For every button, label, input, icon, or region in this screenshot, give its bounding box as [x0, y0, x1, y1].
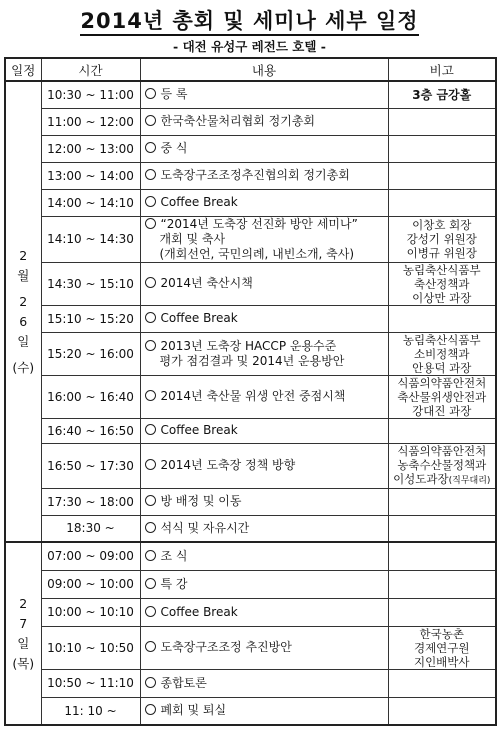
note-line: 농축수산물정책과	[397, 457, 487, 472]
note-cell	[388, 135, 496, 162]
day-char: 월	[17, 267, 30, 283]
content-cell	[140, 418, 388, 443]
circle-bullet-icon	[145, 312, 156, 323]
table-row	[5, 598, 496, 626]
content-text: 방 배정 및 이동	[160, 494, 242, 508]
content-cell	[140, 375, 388, 418]
note-cell	[388, 375, 496, 418]
time-cell: 15:20 ~ 16:00	[41, 332, 140, 375]
time-cell: 11:00 ~ 12:00	[41, 108, 140, 135]
content-line	[145, 195, 388, 210]
content-text: Coffee Break	[160, 604, 238, 619]
table-row	[5, 216, 496, 262]
content-cell	[140, 189, 388, 216]
content-line	[145, 521, 388, 536]
note-line: 한국농촌	[419, 626, 464, 641]
time-cell: 15:10 ~ 15:20	[41, 305, 140, 332]
content-text: Coffee Break	[160, 311, 238, 325]
note-line: 이병규 위원장	[406, 246, 477, 260]
content-text: 석식 및 자유시간	[160, 520, 250, 535]
note-line: 농림축산식품부	[402, 262, 481, 277]
circle-bullet-icon	[145, 142, 156, 153]
note-small-text: (직무대리)	[448, 475, 491, 486]
day-char: 2	[19, 595, 28, 611]
note-line: 지인배박사	[413, 654, 470, 669]
content-line: 개회 및 축사	[159, 231, 226, 246]
time-cell: 12:00 ~ 13:00	[41, 135, 140, 162]
table-row	[5, 570, 496, 598]
table-row	[5, 262, 496, 305]
time-cell: 14:00 ~ 14:10	[41, 189, 140, 216]
note-cell	[388, 570, 496, 598]
table-row	[5, 332, 496, 375]
note-line: 경제연구원	[413, 640, 470, 655]
note-cell	[388, 332, 496, 375]
content-text: 폐회 및 퇴실	[160, 703, 227, 718]
note-cell	[388, 697, 496, 725]
circle-bullet-icon	[145, 522, 156, 533]
content-text: 종합토론	[160, 675, 207, 690]
content-line	[145, 458, 388, 473]
note-cell	[388, 626, 496, 669]
content-cell	[140, 305, 388, 332]
note-cell	[388, 189, 496, 216]
content-line	[145, 141, 388, 156]
day-char: (목)	[12, 655, 35, 671]
time-cell: 11: 10 ~	[41, 697, 140, 725]
circle-bullet-icon	[145, 550, 156, 561]
note-line: 식품의약품안전처	[397, 375, 487, 390]
content-cell	[140, 262, 388, 305]
note-line: 강성기 위원장	[406, 232, 477, 246]
table-row	[5, 697, 496, 725]
day-cell	[5, 542, 41, 725]
time-cell: 10:00 ~ 10:10	[41, 598, 140, 626]
circle-bullet-icon	[145, 606, 156, 617]
content-cell	[140, 626, 388, 669]
circle-bullet-icon	[145, 196, 156, 207]
circle-bullet-icon	[145, 704, 156, 715]
content-line: (개회선언, 국민의례, 내빈소개, 축사)	[159, 246, 355, 261]
note-cell	[388, 305, 496, 332]
note-cell	[388, 262, 496, 305]
time-cell: 14:30 ~ 15:10	[41, 262, 140, 305]
day-char: 7	[19, 615, 28, 631]
content-text: 조 식	[160, 548, 188, 563]
table-row	[5, 418, 496, 443]
content-cell	[140, 598, 388, 626]
content-text: Coffee Break	[160, 423, 238, 437]
circle-bullet-icon	[145, 340, 156, 351]
table-row	[5, 515, 496, 542]
content-text: “2014년 도축장 선진화 방안 세미나”	[160, 216, 358, 231]
time-cell: 14:10 ~ 14:30	[41, 216, 140, 262]
content-line	[145, 114, 388, 129]
table-row	[5, 162, 496, 189]
content-line	[145, 168, 388, 183]
content-text: 2014년 축산물 위생 안전 중점시책	[160, 389, 346, 403]
content-cell	[140, 669, 388, 697]
note-line: 이상만 과장	[412, 290, 472, 305]
table-header-row	[5, 58, 496, 81]
note-line	[389, 472, 496, 488]
time-cell: 13:00 ~ 14:00	[41, 162, 140, 189]
content-line	[145, 494, 388, 509]
content-cell	[140, 108, 388, 135]
content-cell	[140, 81, 388, 108]
content-cell	[140, 332, 388, 375]
note-cell	[388, 162, 496, 189]
table-row	[5, 669, 496, 697]
content-text: 등 록	[160, 87, 188, 102]
table-row	[5, 626, 496, 669]
time-cell: 09:00 ~ 10:00	[41, 570, 140, 598]
time-cell: 16:40 ~ 16:50	[41, 418, 140, 443]
header-note: 비고	[388, 58, 496, 81]
note-line: 농림축산식품부	[402, 332, 481, 347]
header-time: 시간	[41, 58, 140, 81]
table-row	[5, 488, 496, 515]
content-cell	[140, 216, 388, 262]
content-cell	[140, 697, 388, 725]
time-cell: 07:00 ~ 09:00	[41, 542, 140, 570]
day-char: 일	[17, 635, 30, 651]
note-line: 축산정책과	[413, 276, 470, 291]
time-cell: 18:30 ~	[41, 515, 140, 542]
time-cell: 10:50 ~ 11:10	[41, 669, 140, 697]
schedule-body	[5, 81, 496, 725]
time-cell: 10:10 ~ 10:50	[41, 626, 140, 669]
note-cell	[388, 216, 496, 262]
table-row	[5, 81, 496, 108]
content-line	[145, 276, 388, 291]
content-line	[145, 549, 388, 564]
note-line: 이창호 회장	[412, 218, 472, 232]
content-line	[145, 389, 388, 404]
note-line: 강대진 과장	[412, 403, 472, 418]
table-row	[5, 375, 496, 418]
table-row	[5, 189, 496, 216]
content-text: 특 강	[160, 576, 188, 591]
day-char: (수)	[12, 359, 35, 375]
circle-bullet-icon	[145, 218, 156, 229]
circle-bullet-icon	[145, 677, 156, 688]
content-cell	[140, 515, 388, 542]
note-cell	[388, 488, 496, 515]
table-row	[5, 108, 496, 135]
note-line: 3층 금강홀	[412, 87, 472, 102]
circle-bullet-icon	[145, 88, 156, 99]
content-line	[145, 605, 388, 620]
content-text: Coffee Break	[160, 195, 238, 209]
circle-bullet-icon	[145, 641, 156, 652]
content-cell	[140, 570, 388, 598]
content-text: 2014년 도축장 정책 방향	[160, 458, 296, 472]
note-line: 식품의약품안전처	[397, 443, 487, 458]
note-cell	[388, 669, 496, 697]
day-char: 일	[17, 333, 30, 349]
note-cell	[388, 598, 496, 626]
content-line	[145, 676, 388, 691]
content-line	[145, 311, 388, 326]
content-line	[145, 423, 388, 438]
note-line: 소비정책과	[413, 346, 470, 361]
circle-bullet-icon	[145, 424, 156, 435]
content-line	[145, 640, 388, 655]
note-line: 안용덕 과장	[412, 360, 472, 375]
table-row	[5, 305, 496, 332]
content-line	[145, 703, 388, 718]
circle-bullet-icon	[145, 169, 156, 180]
note-cell	[388, 443, 496, 488]
circle-bullet-icon	[145, 390, 156, 401]
circle-bullet-icon	[145, 115, 156, 126]
content-text: 한국축산물처리협회 정기총회	[160, 114, 316, 128]
content-line: 평가 점검결과 및 2014년 운용방안	[159, 353, 345, 368]
time-cell: 17:30 ~ 18:00	[41, 488, 140, 515]
day-cell	[5, 81, 41, 542]
note-cell	[388, 515, 496, 542]
note-line: 축산물위생안전과	[397, 389, 487, 404]
content-cell	[140, 135, 388, 162]
content-line	[145, 339, 388, 354]
content-text: 2013년 도축장 HACCP 운용수준	[160, 338, 337, 353]
page-title-text: 2014년 총회 및 세미나 세부 일정	[80, 9, 418, 36]
content-text: 도축장구조조정추진협의회 정기총회	[160, 168, 350, 182]
time-cell: 16:50 ~ 17:30	[41, 443, 140, 488]
day-char: 2	[19, 293, 28, 309]
note-cell	[388, 81, 496, 108]
page-title	[0, 5, 499, 35]
table-row	[5, 443, 496, 488]
content-text: 도축장구조조정 추진방안	[160, 640, 292, 654]
content-line	[145, 577, 388, 592]
circle-bullet-icon	[145, 277, 156, 288]
header-content: 내용	[140, 58, 388, 81]
schedule-table	[4, 57, 497, 726]
circle-bullet-icon	[145, 459, 156, 470]
content-text: 2014년 축산시책	[160, 276, 253, 290]
day-char: 6	[19, 313, 28, 329]
table-row	[5, 135, 496, 162]
content-cell	[140, 162, 388, 189]
table-row	[5, 542, 496, 570]
content-text: 중 식	[160, 141, 188, 155]
day-char: 2	[19, 247, 28, 263]
note-cell	[388, 418, 496, 443]
note-cell	[388, 542, 496, 570]
content-line	[145, 217, 388, 232]
content-cell	[140, 542, 388, 570]
content-line	[145, 87, 388, 102]
circle-bullet-icon	[145, 578, 156, 589]
note-cell	[388, 108, 496, 135]
time-cell: 16:00 ~ 16:40	[41, 375, 140, 418]
note-text: 이성도과장	[393, 471, 449, 486]
header-date: 일정	[5, 58, 41, 81]
circle-bullet-icon	[145, 495, 156, 506]
content-cell	[140, 443, 388, 488]
content-cell	[140, 488, 388, 515]
page-subtitle: - 대전 유성구 레전드 호텔 -	[173, 39, 326, 54]
time-cell: 10:30 ~ 11:00	[41, 81, 140, 108]
